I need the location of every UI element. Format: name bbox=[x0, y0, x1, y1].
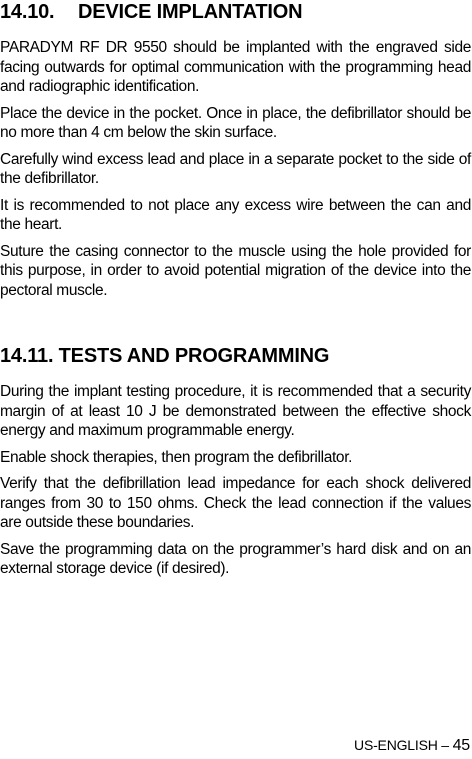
section-heading-tests-and-programming: 14.11. TESTS AND PROGRAMMING bbox=[0, 345, 330, 367]
section-title: DEVICE IMPLANTATION bbox=[78, 1, 303, 23]
paragraph: It is recommended to not place any excess wire between the can and the heart. bbox=[0, 196, 471, 233]
paragraph: Place the device in the pocket. Once in place, the defibrillator should be no more than 4 cm below the skin surface. bbox=[0, 104, 471, 141]
paragraph: During the implant testing procedure, it is recommended that a security margin of at least 10 J be demonstrated between the effective shock energy and maximum programmable energy. bbox=[0, 383, 471, 439]
page-number: 45 bbox=[452, 737, 470, 754]
section-heading-device-implantation bbox=[0, 0, 470, 24]
paragraph: Verify that the defibrillation lead impedance for each shock delivered ranges from 30 to 150 ohms. Check the lead connection if the values are outside these boundaries. bbox=[0, 475, 471, 531]
section-body-tests-and-programming bbox=[0, 382, 471, 586]
paragraph: Suture the casing connector to the muscle using the hole provided for this purpose, in order to avoid potential migration of the device into the pectoral muscle. bbox=[0, 242, 471, 299]
paragraph: Enable shock therapies, then program the defibrillator. bbox=[0, 448, 353, 466]
paragraph: PARADYM RF DR 9550 should be implanted with the engraved side facing outwards for optimal communication with the programming head and radiographic identification. bbox=[0, 39, 471, 95]
page-footer bbox=[354, 736, 470, 755]
footer-label: US-ENGLISH – bbox=[354, 737, 453, 753]
section-body-device-implantation bbox=[0, 38, 471, 307]
paragraph: Carefully wind excess lead and place in a separate pocket to the side of the defibrillator. bbox=[0, 150, 471, 187]
paragraph: Save the programming data on the programmer’s hard disk and on an external storage device (if desired). bbox=[0, 540, 471, 577]
section-number: 14.10. bbox=[0, 1, 55, 23]
